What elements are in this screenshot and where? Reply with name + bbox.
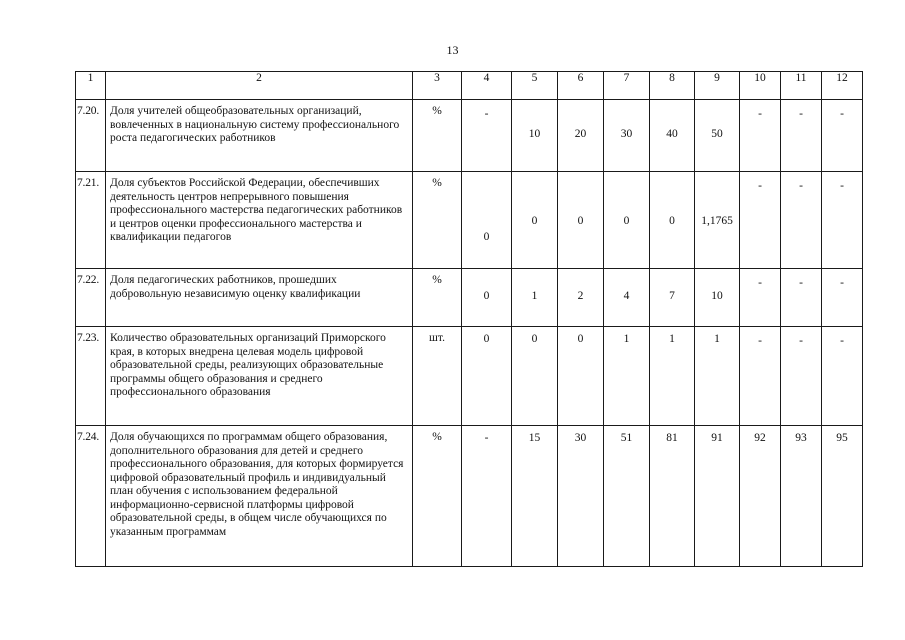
value-text: - xyxy=(758,277,762,289)
unit-cell: % xyxy=(413,172,462,269)
value-text: 51 xyxy=(620,432,633,444)
value-cell xyxy=(604,426,650,567)
value-text: 1,1765 xyxy=(701,215,733,227)
value-cell xyxy=(650,100,695,172)
table-row xyxy=(76,172,863,269)
column-number: 9 xyxy=(695,72,740,100)
value-cell xyxy=(558,269,604,327)
value-cell xyxy=(650,269,695,327)
value-cell xyxy=(558,172,604,269)
value-cell xyxy=(650,426,695,567)
column-number: 11 xyxy=(781,72,822,100)
value-text: 0 xyxy=(483,290,490,302)
unit-cell: % xyxy=(413,426,462,567)
value-cell xyxy=(604,100,650,172)
column-number: 3 xyxy=(413,72,462,100)
value-text: 2 xyxy=(577,290,584,302)
value-text: - xyxy=(840,335,844,347)
value-cell xyxy=(462,100,512,172)
value-text: - xyxy=(758,335,762,347)
value-text: 0 xyxy=(531,215,538,227)
row-number: 7.23. xyxy=(76,327,106,426)
value-cell xyxy=(695,172,740,269)
value-cell xyxy=(781,172,822,269)
value-text: 1 xyxy=(714,333,720,345)
column-number: 2 xyxy=(106,72,413,100)
column-number: 4 xyxy=(462,72,512,100)
unit-cell: % xyxy=(413,269,462,327)
value-text: 50 xyxy=(711,128,723,140)
indicator-name: Доля учителей общеобразовательных организаций, вовлеченных в национальную систему профессионального роста педагогических работников xyxy=(106,100,413,172)
value-text: 95 xyxy=(836,432,848,444)
value-text: - xyxy=(799,108,803,120)
value-cell xyxy=(558,327,604,426)
row-number: 7.20. xyxy=(76,100,106,172)
value-cell xyxy=(650,172,695,269)
value-text: 81 xyxy=(666,432,678,444)
value-cell xyxy=(695,269,740,327)
value-cell xyxy=(512,327,558,426)
value-text: 1 xyxy=(669,333,675,345)
value-text: 30 xyxy=(620,128,633,140)
value-cell xyxy=(604,327,650,426)
value-cell xyxy=(462,327,512,426)
value-text: 20 xyxy=(574,128,587,140)
value-text: 15 xyxy=(528,432,541,444)
value-text: 40 xyxy=(666,128,678,140)
indicator-name: Доля обучающихся по программам общего образования, дополнительного образования для детей и среднего профессионального образования, для которых формируется цифровой образовательный профиль и индивидуальный план обучения с использованием федеральной информационно-сервисной платформы цифровой образовательной среды, в общем числе обучающихся по указанным программам xyxy=(106,426,413,567)
page-number: 13 xyxy=(446,43,459,57)
column-number: 7 xyxy=(604,72,650,100)
value-text: 10 xyxy=(528,128,541,140)
value-text: - xyxy=(758,180,762,192)
value-cell xyxy=(781,269,822,327)
row-number: 7.22. xyxy=(76,269,106,327)
column-number: 5 xyxy=(512,72,558,100)
column-number: 10 xyxy=(740,72,781,100)
value-text: 91 xyxy=(711,432,723,444)
value-text: 0 xyxy=(577,215,584,227)
value-cell xyxy=(462,269,512,327)
value-cell xyxy=(740,269,781,327)
table-row xyxy=(76,100,863,172)
value-cell xyxy=(512,100,558,172)
value-cell xyxy=(604,269,650,327)
value-text: 1 xyxy=(623,333,630,345)
indicator-name: Доля субъектов Российской Федерации, обеспечивших деятельность центров непрерывного повышения профессионального мастерства педагогических работников и центров оценки профессионального мастерства и квалификации педагогов xyxy=(106,172,413,269)
value-text: - xyxy=(484,432,489,444)
value-text: - xyxy=(799,180,803,192)
value-text: 7 xyxy=(669,290,675,302)
column-number: 12 xyxy=(822,72,863,100)
value-cell xyxy=(512,172,558,269)
value-cell xyxy=(558,426,604,567)
table-row xyxy=(76,269,863,327)
value-cell xyxy=(740,100,781,172)
value-cell xyxy=(740,327,781,426)
value-text: 30 xyxy=(574,432,587,444)
value-text: 1 xyxy=(531,290,538,302)
value-text: 0 xyxy=(669,215,675,227)
column-number: 6 xyxy=(558,72,604,100)
value-cell xyxy=(650,327,695,426)
value-text: 0 xyxy=(483,231,490,243)
value-cell xyxy=(695,327,740,426)
value-text: - xyxy=(799,277,803,289)
value-cell xyxy=(781,100,822,172)
table-row xyxy=(76,426,863,567)
column-number: 8 xyxy=(650,72,695,100)
value-cell xyxy=(822,426,863,567)
value-text: - xyxy=(758,108,762,120)
unit-cell: % xyxy=(413,100,462,172)
value-cell xyxy=(695,426,740,567)
value-cell xyxy=(822,269,863,327)
value-cell xyxy=(781,327,822,426)
value-cell xyxy=(695,100,740,172)
value-text: - xyxy=(840,108,844,120)
value-cell xyxy=(462,426,512,567)
column-number-row xyxy=(76,72,863,100)
value-text: 0 xyxy=(483,333,490,345)
row-number: 7.24. xyxy=(76,426,106,567)
value-cell xyxy=(604,172,650,269)
value-cell xyxy=(740,426,781,567)
value-text: - xyxy=(840,277,844,289)
value-text: 0 xyxy=(577,333,584,345)
value-text: 4 xyxy=(623,290,630,302)
value-cell xyxy=(822,172,863,269)
row-number: 7.21. xyxy=(76,172,106,269)
value-cell xyxy=(822,100,863,172)
indicator-name: Количество образовательных организаций Приморского края, в которых внедрена целевая модель цифровой образовательной среды, реализующих образовательные программы общего образования и среднего профессионального образования xyxy=(106,327,413,426)
value-cell xyxy=(822,327,863,426)
value-text: 93 xyxy=(795,432,807,444)
value-cell xyxy=(558,100,604,172)
value-text: - xyxy=(799,335,803,347)
value-cell xyxy=(512,269,558,327)
table-row xyxy=(76,327,863,426)
value-text: 0 xyxy=(531,333,538,345)
value-cell xyxy=(512,426,558,567)
value-text: - xyxy=(484,108,489,120)
value-text: 10 xyxy=(711,290,723,302)
value-cell xyxy=(462,172,512,269)
unit-cell: шт. xyxy=(413,327,462,426)
value-text: 92 xyxy=(754,432,766,444)
value-text: 0 xyxy=(623,215,630,227)
value-cell xyxy=(740,172,781,269)
column-number: 1 xyxy=(76,72,106,100)
value-text: - xyxy=(840,180,844,192)
value-cell xyxy=(781,426,822,567)
indicator-name: Доля педагогических работников, прошедших добровольную независимую оценку квалификации xyxy=(106,269,413,327)
indicators-table xyxy=(75,71,863,567)
